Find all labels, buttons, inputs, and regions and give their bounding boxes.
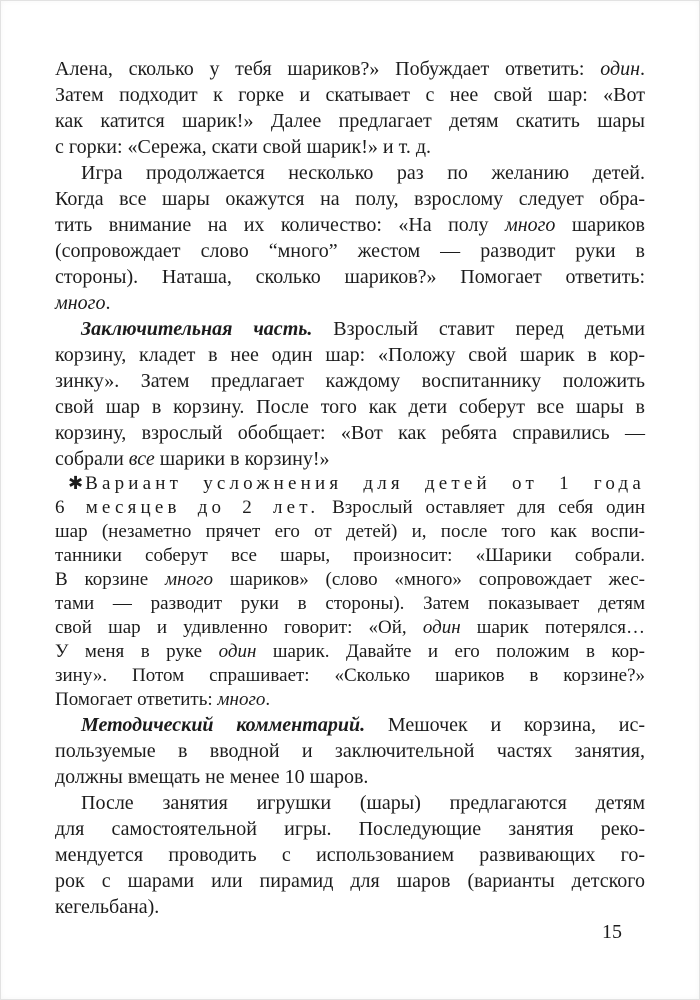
text-segment: собрали — [55, 448, 129, 470]
text-line — [55, 290, 645, 316]
text-line — [55, 264, 645, 290]
text-line — [55, 868, 645, 894]
text-line — [55, 664, 645, 688]
text-segment: мендуется проводить с использованием развивающих го- — [55, 844, 645, 866]
italic-text: много — [55, 292, 106, 314]
text-line — [55, 446, 645, 472]
text-line — [55, 160, 645, 186]
text-line — [55, 616, 645, 640]
text-line — [55, 738, 645, 764]
paragraph-game-continues — [55, 160, 645, 316]
text-segment: с горки: «Сережа, скати свой шарик!» и т. д. — [55, 136, 432, 158]
text-line — [55, 790, 645, 816]
text-segment: свой шар в корзину. После того как дети соберут все шары в — [55, 396, 645, 418]
asterisk-icon: ✱ — [68, 473, 84, 494]
text-segment: . — [265, 689, 271, 710]
text-segment: Алена, сколько у тебя шариков?» Побуждает ответить: — [55, 58, 601, 80]
italic-text: много — [217, 689, 266, 710]
text-block — [55, 56, 645, 920]
text-segment: тить внимание на их количество: «На полу — [55, 214, 505, 236]
text-line — [55, 568, 645, 592]
text-segment: У меня в руке — [55, 641, 219, 662]
text-segment: шар (незаметно прячет его от детей) и, после того как воспи- — [55, 521, 645, 542]
italic-text: один — [422, 617, 461, 638]
text-segment: зинку». Затем предлагает каждому воспитаннику положить — [55, 370, 645, 392]
paragraph-variant — [55, 472, 645, 712]
text-segment: шарик потерялся… — [460, 617, 645, 638]
text-segment: В корзине — [55, 569, 166, 590]
text-segment: как катится шарик!» Далее предлагает детям скатить шары — [55, 110, 645, 132]
text-segment: шариков — [555, 214, 645, 236]
text-segment: Когда все шары окажутся на полу, взрослому следует обра- — [55, 188, 645, 210]
text-segment: стороны). Наташа, сколько шариков?» Помогает ответить: — [55, 266, 645, 288]
text-segment: Игра продолжается несколько раз по желанию детей. — [81, 162, 645, 184]
text-segment: корзину, кладет в нее один шар: «Положу свой шарик в кор- — [55, 344, 645, 366]
text-segment: танники соберут все шары, произносит: «Шарики собрали. — [55, 545, 645, 566]
italic-text: один — [600, 58, 640, 80]
text-line — [55, 764, 645, 790]
text-line — [55, 394, 645, 420]
spaced-heading-text: Вариант усложнения для детей от 1 года — [85, 473, 645, 494]
text-segment: пользуемые в вводной и заключительной частях занятия, — [55, 740, 645, 762]
text-segment: Затем подходит к горке и скатывает с нее свой шар: «Вот — [55, 84, 645, 106]
text-line — [55, 134, 645, 160]
text-segment: шариков» (слово «много» сопровождает жес- — [213, 569, 645, 590]
text-segment: тами — разводит руки в стороны). Затем показывает детям — [55, 593, 645, 614]
text-segment: зину». Потом спрашивает: «Сколько шариков в корзине?» — [55, 665, 645, 686]
text-segment: свой шар и удивленно говорит: «Ой, — [55, 617, 423, 638]
text-line — [55, 108, 645, 134]
italic-text: много — [165, 569, 213, 590]
text-line — [55, 520, 645, 544]
paragraph-after-lesson — [55, 790, 645, 920]
heading-text: Заключительная часть. — [81, 318, 313, 340]
text-segment: рок с шарами или пирамид для шаров (варианты детского — [55, 870, 645, 892]
spaced-heading-text: 6 месяцев до 2 лет. — [55, 497, 320, 518]
text-segment: . — [640, 58, 645, 80]
text-line — [55, 640, 645, 664]
text-segment: (сопровождает слово “много” жестом — разводит руки в — [55, 240, 645, 262]
text-segment: Помогает ответить: — [55, 689, 218, 710]
text-line — [55, 238, 645, 264]
text-segment: шарик. Давайте и его положим в кор- — [256, 641, 645, 662]
text-line — [55, 688, 645, 712]
paragraph-method-comment — [55, 712, 645, 790]
text-segment: для самостоятельной игры. Последующие занятия реко- — [55, 818, 645, 840]
text-line — [55, 316, 645, 342]
text-line — [55, 82, 645, 108]
text-segment: Мешочек и корзина, ис- — [365, 714, 645, 736]
text-line — [55, 472, 645, 496]
text-segment: . — [105, 292, 111, 314]
text-line — [55, 496, 645, 520]
text-line — [55, 816, 645, 842]
italic-text: все — [128, 448, 155, 470]
text-line — [55, 592, 645, 616]
text-segment: Взрослый ставит перед детьми — [312, 318, 645, 340]
text-segment: должны вмещать не менее 10 шаров. — [55, 766, 369, 788]
text-segment: кегельбана). — [55, 896, 160, 918]
text-segment: После занятия игрушки (шары) предлагаются детям — [81, 792, 645, 814]
paragraph-final-part — [55, 316, 645, 472]
text-line — [55, 342, 645, 368]
paragraph-continuation — [55, 56, 645, 160]
text-line — [55, 212, 645, 238]
italic-text: один — [218, 641, 257, 662]
text-line — [55, 842, 645, 868]
text-segment: шарики в корзину!» — [154, 448, 330, 470]
text-line — [55, 186, 645, 212]
text-line — [55, 420, 645, 446]
text-line — [55, 894, 645, 920]
text-line — [55, 56, 645, 82]
italic-text: много — [504, 214, 556, 236]
text-line — [55, 368, 645, 394]
text-line — [55, 712, 645, 738]
heading-text: Методический комментарий. — [81, 714, 366, 736]
text-segment: корзину, взрослый обобщает: «Вот как ребята справились — — [55, 422, 645, 444]
page-number: 15 — [602, 921, 622, 943]
text-segment: Взрослый оставляет для себя один — [319, 497, 645, 518]
text-line — [55, 544, 645, 568]
